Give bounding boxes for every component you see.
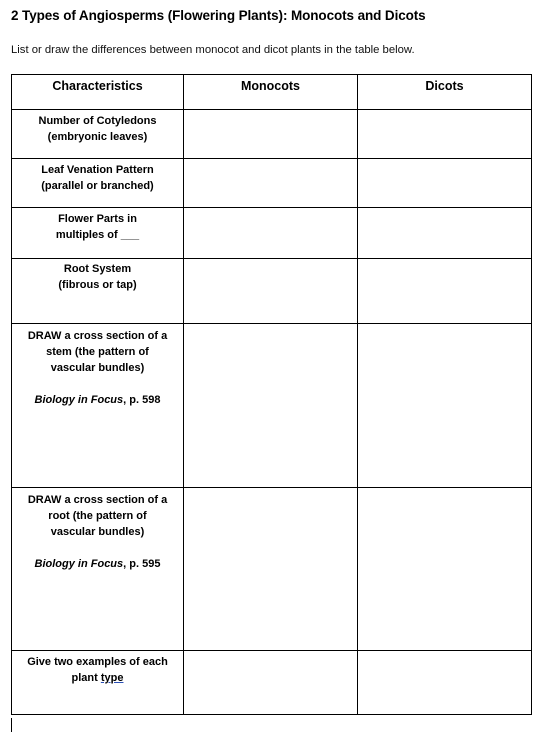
table-row [12, 159, 532, 208]
dicot-answer-cell[interactable] [358, 259, 532, 324]
characteristic-cell [12, 110, 184, 159]
characteristic-line: (parallel or branched) [41, 180, 154, 192]
characteristic-cell [12, 259, 184, 324]
characteristic-line: multiples of ___ [55, 229, 140, 241]
table-row [12, 324, 532, 488]
textbook-reference [12, 556, 183, 572]
characteristic-text: plant [71, 672, 101, 684]
characteristic-line: Number of Cotyledons [38, 115, 157, 127]
dicot-answer-cell[interactable] [358, 651, 532, 715]
reference-page: , p. 595 [123, 558, 161, 570]
header-row [12, 75, 532, 110]
reference-title: Biology in Focus [34, 558, 124, 570]
characteristic-line: (embryonic leaves) [47, 131, 148, 143]
comparison-table [11, 74, 532, 715]
characteristic-line: vascular bundles) [50, 526, 145, 538]
header-characteristics: Characteristics [12, 75, 184, 110]
dicot-drawing-cell[interactable] [358, 488, 532, 651]
characteristic-cell [12, 324, 184, 488]
characteristic-cell [12, 651, 184, 715]
characteristic-line: stem (the pattern of [46, 346, 149, 358]
monocot-answer-cell[interactable] [184, 159, 358, 208]
spellcheck-flagged-word: type [100, 672, 124, 684]
monocot-drawing-cell[interactable] [184, 324, 358, 488]
dicot-answer-cell[interactable] [358, 208, 532, 259]
table-row [12, 208, 532, 259]
monocot-answer-cell[interactable] [184, 259, 358, 324]
characteristic-line: DRAW a cross section of a [27, 494, 168, 506]
characteristic-cell [12, 159, 184, 208]
table-row [12, 488, 532, 651]
characteristic-cell [12, 208, 184, 259]
characteristic-line: Give two examples of each [27, 656, 168, 668]
characteristic-line: root (the pattern of [48, 510, 147, 522]
characteristic-line [12, 670, 183, 686]
characteristic-line: (fibrous or tap) [58, 279, 137, 291]
header-monocots: Monocots [184, 75, 358, 110]
page-title: 2 Types of Angiosperms (Flowering Plants): Monocots and Dicots [11, 8, 426, 23]
instructions-text: List or draw the differences between monocot and dicot plants in the table below. [11, 44, 415, 56]
table-row [12, 651, 532, 715]
table-row [12, 110, 532, 159]
characteristic-cell [12, 488, 184, 651]
monocot-answer-cell[interactable] [184, 110, 358, 159]
reference-page: , p. 598 [123, 394, 161, 406]
dicot-answer-cell[interactable] [358, 110, 532, 159]
characteristic-line: Flower Parts in [58, 213, 137, 225]
characteristic-line: vascular bundles) [50, 362, 145, 374]
textbook-reference [12, 392, 183, 408]
header-dicots: Dicots [358, 75, 532, 110]
reference-title: Biology in Focus [34, 394, 124, 406]
monocot-drawing-cell[interactable] [184, 488, 358, 651]
characteristic-line: Leaf Venation Pattern [41, 164, 154, 176]
characteristic-line: DRAW a cross section of a [27, 330, 168, 342]
monocot-answer-cell[interactable] [184, 208, 358, 259]
table-row [12, 259, 532, 324]
dicot-drawing-cell[interactable] [358, 324, 532, 488]
text-cursor [11, 718, 12, 732]
dicot-answer-cell[interactable] [358, 159, 532, 208]
monocot-answer-cell[interactable] [184, 651, 358, 715]
characteristic-line: Root System [63, 263, 132, 275]
